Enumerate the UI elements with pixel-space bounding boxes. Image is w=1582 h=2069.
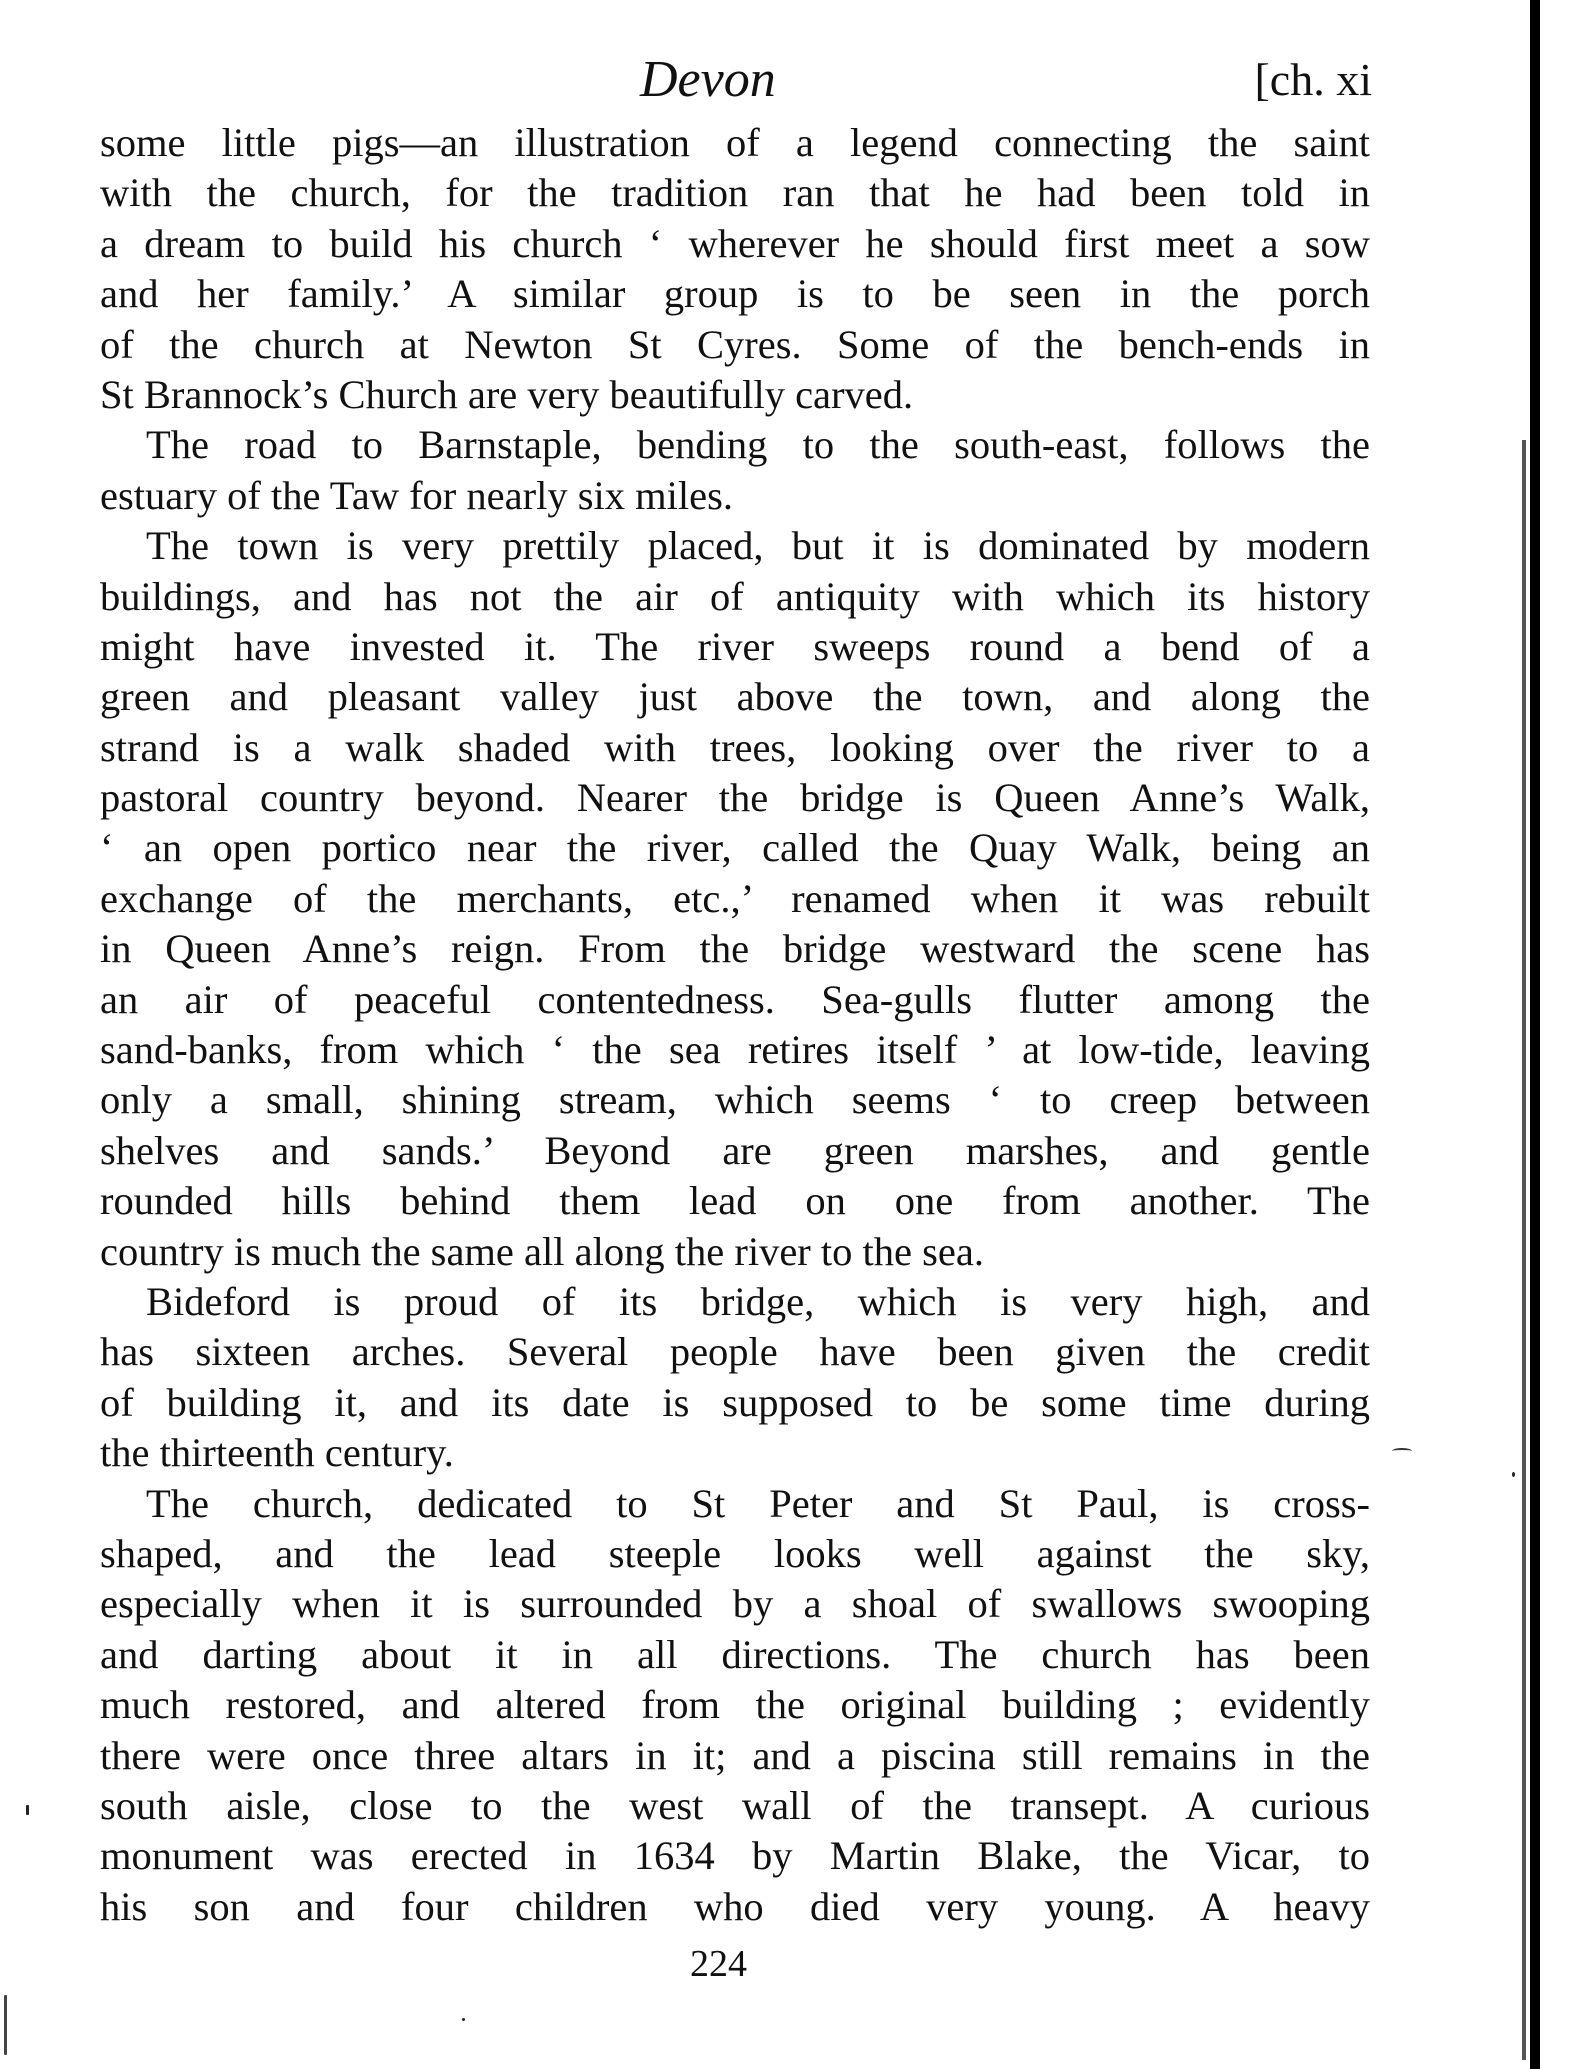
text-line: shelves and sands.’ Beyond are green marshes, and gentle — [100, 1127, 1370, 1173]
scan-speck — [462, 2018, 465, 2021]
scan-speck — [26, 1805, 29, 1815]
running-head-title: Devon — [640, 51, 776, 108]
text-line: his son and four children who died very young. A heavy — [100, 1883, 1370, 1929]
text-line: there were once three altars in it; and a piscina still remains in the — [100, 1732, 1370, 1778]
scan-speck — [1512, 1472, 1515, 1477]
body-text — [100, 118, 1370, 1932]
text-line: monument was erected in 1634 by Martin Blake, the Vicar, to — [100, 1833, 1370, 1879]
text-line: The church, dedicated to St Peter and St Paul, is cross- — [146, 1480, 1370, 1526]
text-line: Bideford is proud of its bridge, which is very high, and — [146, 1278, 1370, 1324]
text-line: only a small, shining stream, which seems ‘ to creep between — [100, 1077, 1370, 1123]
text-line: might have invested it. The river sweeps round a bend of a — [100, 623, 1370, 669]
text-line: shaped, and the lead steeple looks well against the sky, — [100, 1530, 1370, 1576]
text-line: with the church, for the tradition ran that he had been told in — [100, 170, 1370, 216]
text-line: in Queen Anne’s reign. From the bridge westward the scene has — [100, 926, 1370, 972]
text-line: exchange of the merchants, etc.,’ renamed when it was rebuilt — [100, 875, 1370, 921]
text-line: estuary of the Taw for nearly six miles. — [100, 472, 733, 518]
scan-speck — [4, 1995, 7, 2055]
text-line: The road to Barnstaple, bending to the south-east, follows the — [146, 422, 1370, 468]
binding-edge — [1530, 0, 1540, 2069]
text-line: has sixteen arches. Several people have been given the credit — [100, 1329, 1370, 1375]
text-line: country is much the same all along the river to the sea. — [100, 1228, 984, 1274]
text-line: The town is very prettily placed, but it is dominated by modern — [146, 523, 1370, 569]
text-line: strand is a walk shaded with trees, looking over the river to a — [100, 724, 1370, 770]
page-number: 224 — [690, 1943, 747, 1985]
text-line: the thirteenth century. — [100, 1430, 454, 1476]
text-line: much restored, and altered from the original building ; evidently — [100, 1682, 1370, 1728]
text-line: some little pigs—an illustration of a legend connecting the saint — [100, 120, 1370, 165]
running-head-chapter: [ch. xi — [1254, 54, 1372, 105]
text-line: St Brannock’s Church are very beautifully carved. — [100, 371, 914, 417]
text-line: ‘ an open portico near the river, called the Quay Walk, being an — [100, 825, 1370, 871]
text-line: and her family.’ A similar group is to be seen in the porch — [100, 271, 1370, 317]
text-line: pastoral country beyond. Nearer the bridge is Queen Anne’s Walk, — [100, 775, 1370, 821]
scan-speck — [1392, 1448, 1412, 1454]
text-line: buildings, and has not the air of antiquity with which its history — [100, 573, 1370, 619]
text-line: especially when it is surrounded by a shoal of swallows swooping — [100, 1581, 1370, 1627]
binding-edge-shadow — [1522, 440, 1526, 2060]
text-line: south aisle, close to the west wall of the transept. A curious — [100, 1782, 1370, 1828]
text-line: an air of peaceful contentedness. Sea-gulls flutter among the — [100, 976, 1370, 1022]
text-line: of building it, and its date is supposed to be some time during — [100, 1379, 1370, 1425]
text-line: rounded hills behind them lead on one from another. The — [100, 1178, 1370, 1224]
text-line: and darting about it in all directions. The church has been — [100, 1631, 1370, 1677]
text-line: sand-banks, from which ‘ the sea retires itself ’ at low-tide, leaving — [100, 1027, 1370, 1073]
text-line: green and pleasant valley just above the town, and along the — [100, 674, 1370, 720]
text-line: of the church at Newton St Cyres. Some of the bench-ends in — [100, 321, 1370, 367]
text-line: a dream to build his church ‘ wherever he should first meet a sow — [100, 220, 1370, 266]
